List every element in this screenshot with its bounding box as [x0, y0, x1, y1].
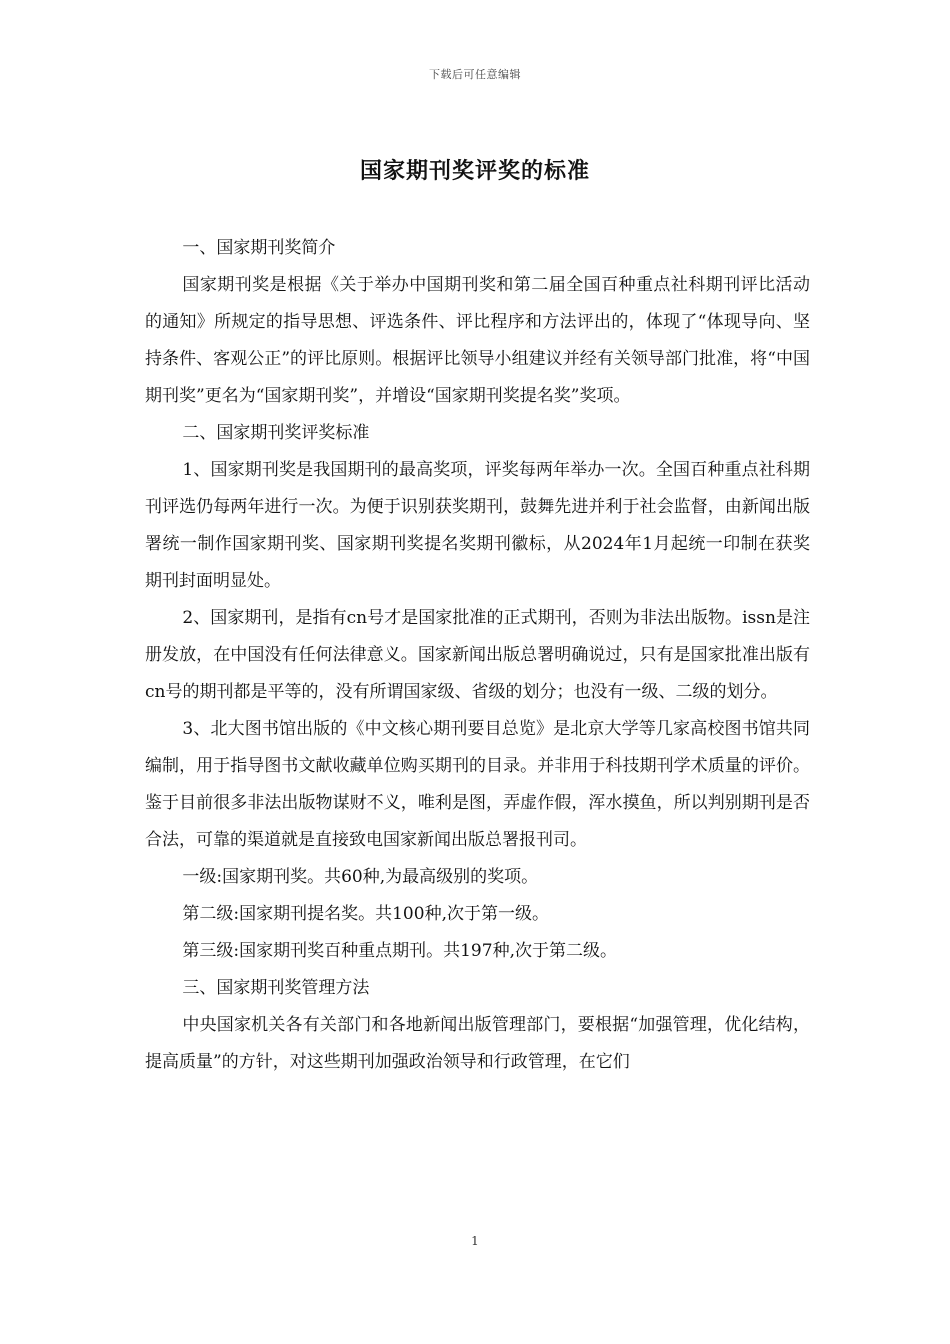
section-heading: 二、国家期刊奖评奖标准: [182, 423, 370, 443]
paragraph: 3、北大图书馆出版的《中文核心期刊要目总览》是北京大学等几家高校图书馆共同编制，用于指导图书文献收藏单位购买期刊的目录。并非用于科技期刊学术质量的评价。鉴于目前很多非法出版物谋财不义，唯利是图，弄虚作假，浑水摸鱼，所以判别期刊是否合法，可靠的渠道就是直接致电国家新闻出版总署报刊司。: [145, 719, 810, 850]
paragraph: 1、国家期刊奖是我国期刊的最高奖项，评奖每两年举办一次。全国百种重点社科期刊评选仍每两年进行一次。为便于识别获奖期刊，鼓舞先进并利于社会监督，由新闻出版署统一制作国家期刊奖、国家期刊奖提名奖期刊徽标，从2024年1月起统一印制在获奖期刊封面明显处。: [145, 460, 810, 591]
paragraph: 第二级:国家期刊提名奖。共100种,次于第一级。: [182, 904, 549, 924]
paragraph: 国家期刊奖是根据《关于举办中国期刊奖和第二届全国百种重点社科期刊评比活动的通知》所规定的指导思想、评选条件、评比程序和方法评出的，体现了“体现导向、坚持条件、客观公正”的评比原则。根据评比领导小组建议并经有关领导部门批准，将“中国期刊奖”更名为“国家期刊奖”，并增设“国家期刊奖提名奖”奖项。: [145, 275, 810, 406]
section-heading: 三、国家期刊奖管理方法: [182, 978, 370, 998]
page-header-note: 下载后可任意编辑: [429, 68, 521, 81]
paragraph: 2、国家期刊，是指有cn号才是国家批准的正式期刊，否则为非法出版物。issn是注册发放，在中国没有任何法律意义。国家新闻出版总署明确说过，只有是国家批准出版有cn号的期刊都是平等的，没有所谓国家级、省级的划分；也没有一级、二级的划分。: [145, 608, 810, 702]
paragraph: 一级:国家期刊奖。共60种,为最高级别的奖项。: [182, 867, 539, 887]
paragraph: 中央国家机关各有关部门和各地新闻出版管理部门，要根据“加强管理，优化结构，提高质量”的方针，对这些期刊加强政治领导和行政管理，在它们: [145, 1015, 810, 1072]
page-number: 1: [471, 1234, 479, 1248]
document-body: [145, 230, 810, 1081]
document-title: 国家期刊奖评奖的标准: [359, 158, 590, 184]
paragraph: 第三级:国家期刊奖百种重点期刊。共197种,次于第二级。: [182, 941, 617, 961]
section-heading: 一、国家期刊奖简介: [182, 238, 336, 258]
